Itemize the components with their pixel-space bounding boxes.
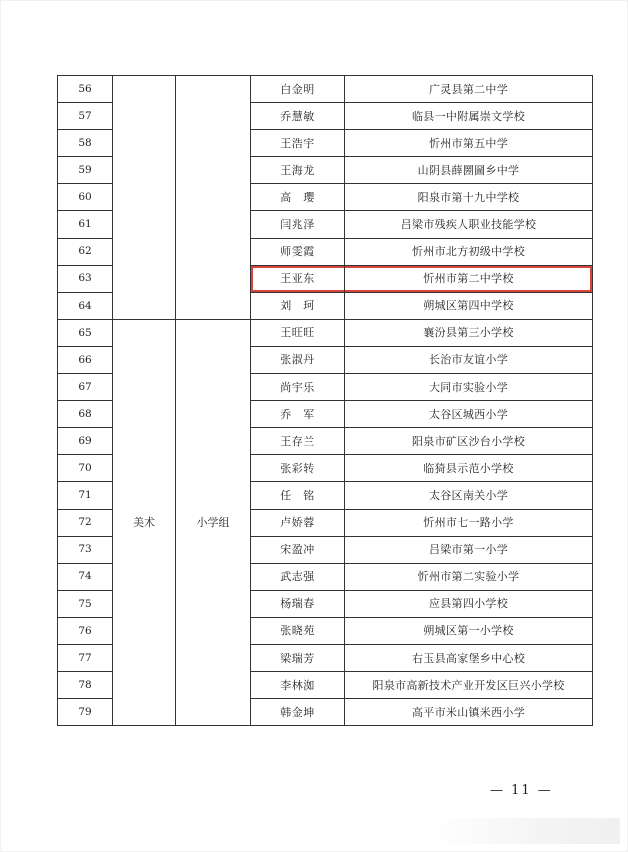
- school-name: 襄汾县第三小学校: [345, 319, 593, 346]
- row-number: 65: [58, 319, 113, 346]
- row-number: 77: [58, 644, 113, 671]
- winner-name: 乔 军: [251, 401, 345, 428]
- school-name: 朔城区第四中学校: [345, 292, 593, 319]
- row-number: 59: [58, 157, 113, 184]
- school-name: 阳泉市第十九中学校: [345, 184, 593, 211]
- table-row: [58, 319, 593, 346]
- school-name: 太谷区城西小学: [345, 401, 593, 428]
- row-number: 67: [58, 374, 113, 401]
- row-number: 78: [58, 672, 113, 699]
- winner-name: 张彩转: [251, 455, 345, 482]
- winner-name: 王存兰: [251, 428, 345, 455]
- school-name: 长治市友谊小学: [345, 346, 593, 373]
- corner-shade: [430, 818, 620, 844]
- winner-name: 梁瑞芳: [251, 644, 345, 671]
- table-row: [58, 76, 593, 103]
- row-number: 61: [58, 211, 113, 238]
- winner-name: 王浩宇: [251, 130, 345, 157]
- school-name: 阳泉市高新技术产业开发区巨兴小学校: [345, 672, 593, 699]
- school-name: 应县第四小学校: [345, 590, 593, 617]
- winner-name: 王旺旺: [251, 319, 345, 346]
- winner-name: 师雯霞: [251, 238, 345, 265]
- winner-name: 杨瑞春: [251, 590, 345, 617]
- winner-name: 韩金坤: [251, 699, 345, 726]
- winner-name: 宋盈冲: [251, 536, 345, 563]
- school-name: 广灵县第二中学: [345, 76, 593, 103]
- row-number: 72: [58, 509, 113, 536]
- school-name: 临县一中附属崇文学校: [345, 103, 593, 130]
- school-name: 吕梁市残疾人职业技能学校: [345, 211, 593, 238]
- row-number: 58: [58, 130, 113, 157]
- school-name: 忻州市第五中学: [345, 130, 593, 157]
- row-number: 57: [58, 103, 113, 130]
- roster-body: [58, 76, 593, 726]
- row-number: 74: [58, 563, 113, 590]
- winner-name: 高 璎: [251, 184, 345, 211]
- winner-name: 张晓苑: [251, 617, 345, 644]
- subject-cell-empty: [113, 76, 176, 320]
- row-number: 66: [58, 346, 113, 373]
- winner-name: 闫兆泽: [251, 211, 345, 238]
- school-name: 忻州市第二实验小学: [345, 563, 593, 590]
- winner-name: 刘 珂: [251, 292, 345, 319]
- winner-name: 李林洳: [251, 672, 345, 699]
- school-name: 朔城区第一小学校: [345, 617, 593, 644]
- award-roster-table: [57, 75, 593, 726]
- page-number: — 11 —: [490, 783, 553, 798]
- winner-name: 卢娇蓉: [251, 509, 345, 536]
- row-number: 60: [58, 184, 113, 211]
- school-name: 高平市米山镇米西小学: [345, 699, 593, 726]
- winner-name: 白金明: [251, 76, 345, 103]
- winner-name: 张淑丹: [251, 346, 345, 373]
- group-cell-empty: [176, 76, 251, 320]
- winner-name: 王海龙: [251, 157, 345, 184]
- row-number: 68: [58, 401, 113, 428]
- row-number: 64: [58, 292, 113, 319]
- school-name: 忻州市第二中学校: [345, 265, 593, 292]
- winner-name: 武志强: [251, 563, 345, 590]
- school-name: 吕梁市第一小学: [345, 536, 593, 563]
- school-name: 右玉县高家堡乡中心校: [345, 644, 593, 671]
- row-number: 75: [58, 590, 113, 617]
- subject-cell: 美术: [113, 319, 176, 725]
- winner-name: 尚宇乐: [251, 374, 345, 401]
- school-name: 临猗县示范小学校: [345, 455, 593, 482]
- row-number: 73: [58, 536, 113, 563]
- row-number: 79: [58, 699, 113, 726]
- row-number: 76: [58, 617, 113, 644]
- row-number: 63: [58, 265, 113, 292]
- school-name: 山阴县薛圐圙乡中学: [345, 157, 593, 184]
- school-name: 忻州市北方初级中学校: [345, 238, 593, 265]
- winner-name: 任 铭: [251, 482, 345, 509]
- row-number: 70: [58, 455, 113, 482]
- school-name: 阳泉市矿区沙台小学校: [345, 428, 593, 455]
- row-number: 69: [58, 428, 113, 455]
- row-number: 62: [58, 238, 113, 265]
- school-name: 太谷区南关小学: [345, 482, 593, 509]
- group-cell: 小学组: [176, 319, 251, 725]
- row-number: 56: [58, 76, 113, 103]
- winner-name: 王亚东: [251, 265, 345, 292]
- winner-name: 乔慧敏: [251, 103, 345, 130]
- school-name: 大同市实验小学: [345, 374, 593, 401]
- row-number: 71: [58, 482, 113, 509]
- school-name: 忻州市七一路小学: [345, 509, 593, 536]
